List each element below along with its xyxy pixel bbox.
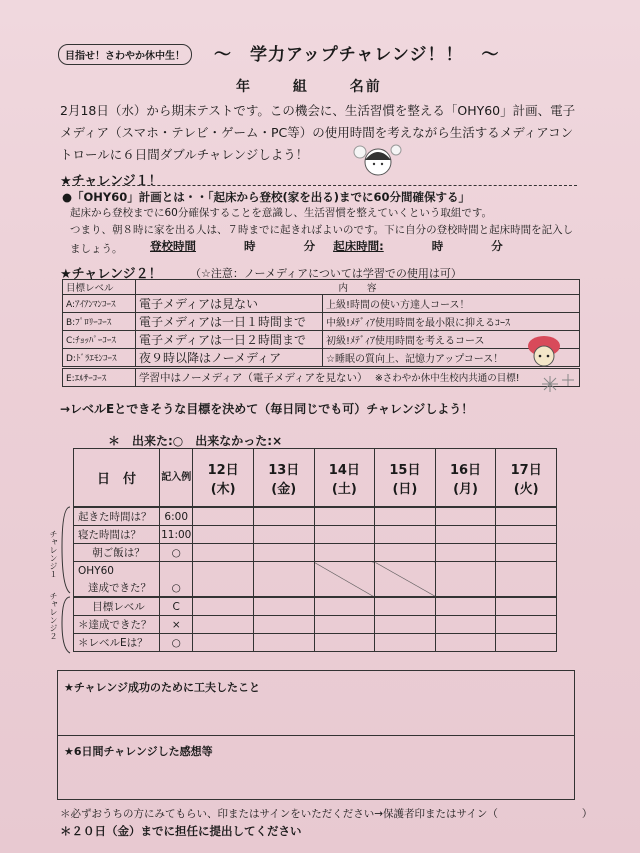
entry-cell[interactable]: [375, 544, 436, 562]
day-header: 17日 (火): [496, 449, 557, 508]
level-a: A:ｱｲｱﾝﾏﾝｺｰｽ: [63, 295, 136, 313]
entry-cell-disabled: [375, 562, 436, 598]
entry-cell[interactable]: [193, 507, 254, 526]
row-example: 6:00: [160, 507, 193, 526]
entry-cell[interactable]: [496, 616, 557, 634]
entry-cell[interactable]: [193, 562, 254, 598]
row-label: 寝た時間は？: [74, 526, 160, 544]
entry-cell[interactable]: [314, 597, 375, 616]
entry-cell[interactable]: [314, 616, 375, 634]
school-minute-label: 分: [303, 239, 316, 253]
level-row: [63, 295, 580, 313]
entry-cell-disabled: [314, 562, 375, 598]
entry-cell[interactable]: [435, 544, 496, 562]
challenge1-title: ★チャレンジ１！: [60, 174, 162, 189]
entry-cell[interactable]: [253, 597, 314, 616]
row-label: ＊達成できた？: [74, 616, 160, 634]
example-label: 記入例: [160, 449, 193, 508]
day-header: 13日 (金): [253, 449, 314, 508]
level-c-note: 初級!ﾒﾃﾞｨｱ使用時間を考えるコース: [323, 331, 580, 349]
row-example: ○: [160, 579, 193, 597]
year-label: 年: [236, 79, 252, 95]
entry-cell[interactable]: [435, 597, 496, 616]
row-label: 達成できた？: [74, 579, 160, 597]
row-label: 起きた時間は？: [74, 507, 160, 526]
level-b: B:ﾌﾟﾛﾘｰｺｰｽ: [63, 313, 136, 331]
ideas-box-title: ★チャレンジ成功のために工夫したこと: [64, 681, 260, 694]
level-b-content: 電子メディアは一日１時間まで: [136, 313, 323, 331]
snowflake-icon: [540, 372, 580, 402]
row-example: 11:00: [160, 526, 193, 544]
day-header: 12日 (木): [193, 449, 254, 508]
level-row: [63, 349, 580, 368]
challenge2-title: ★チャレンジ２！: [60, 267, 162, 282]
entry-cell[interactable]: [496, 544, 557, 562]
entry-cell[interactable]: [253, 544, 314, 562]
level-row: [63, 331, 580, 349]
row-label: OHY60: [74, 562, 160, 580]
date-label: 日 付: [74, 449, 160, 508]
level-header: 目標レベル: [63, 280, 136, 295]
entry-cell[interactable]: [253, 562, 314, 598]
row-example: ○: [160, 634, 193, 652]
challenge2-note: （☆注意：ノーメディアについては学習での使用は可）: [190, 267, 462, 280]
entry-cell[interactable]: [435, 616, 496, 634]
content-header: 内 容: [136, 280, 580, 295]
level-d-content: 夜９時以降はノーメディア: [136, 349, 323, 368]
entry-cell[interactable]: [496, 526, 557, 544]
level-d: D:ﾄﾞﾗｴﾓﾝｺｰｽ: [63, 349, 136, 368]
challenge1-definition: ●「OHY60」計画とは・・「起床から登校(家を出る)までに60分間確保する」: [62, 190, 471, 204]
checklist-row: [74, 616, 557, 634]
deadline-note: ＊２０日（金）までに担任に提出してください: [60, 824, 302, 838]
entry-cell[interactable]: [435, 634, 496, 652]
wake-hour-label: 時: [431, 239, 444, 253]
challenge2-instruction: →レベルEとできそうな目標を決めて（毎日同じでも可）チャレンジしよう！: [60, 402, 474, 416]
level-a-content: 電子メディアは見ない: [136, 295, 323, 313]
group2-label: チャレンジ２: [49, 592, 58, 640]
page-title: ～ 学力アップチャレンジ！！ ～: [214, 45, 500, 65]
day-header: 16日 (月): [435, 449, 496, 508]
level-e-content: [136, 368, 580, 387]
challenge1-desc1: 起床から登校までに60分確保することを意識し、生活習慣を整えていくという取組です。: [70, 207, 493, 219]
row-example: [160, 562, 193, 580]
entry-cell[interactable]: [435, 526, 496, 544]
level-d-note: ☆睡眠の質向上、記憶力アップコース！: [323, 349, 580, 368]
level-e-note: ※さわやか休中生校内共通の目標!: [374, 373, 520, 384]
checklist-row: [74, 507, 557, 526]
level-row-e: [63, 368, 580, 387]
entry-cell[interactable]: [314, 544, 375, 562]
entry-cell[interactable]: [253, 526, 314, 544]
entry-cell[interactable]: [314, 507, 375, 526]
row-label: 目標レベル: [74, 597, 160, 616]
level-c-content: 電子メディアは一日２時間まで: [136, 331, 323, 349]
checklist-row: [74, 562, 557, 580]
entry-cell[interactable]: [375, 634, 436, 652]
level-e: E:ｴﾙｻｰｺｰｽ: [63, 368, 136, 387]
entry-cell[interactable]: [193, 597, 254, 616]
entry-cell[interactable]: [496, 507, 557, 526]
row-example: ×: [160, 616, 193, 634]
checklist-header-row: [74, 449, 557, 508]
level-row: [63, 313, 580, 331]
checklist-legend: ＊ 出来た:○ 出来なかった:×: [108, 434, 283, 448]
school-hour-label: 時: [244, 239, 256, 253]
entry-cell[interactable]: [193, 526, 254, 544]
ideas-box[interactable]: [57, 670, 575, 736]
challenge1-divider: [62, 185, 577, 186]
girl-illustration: [350, 140, 406, 180]
level-a-note: 上級!時間の使い方達人コース！: [323, 295, 580, 313]
impressions-box-title: ★6日間チャレンジした感想等: [64, 745, 213, 758]
entry-cell[interactable]: [496, 562, 557, 598]
entry-cell[interactable]: [375, 597, 436, 616]
entry-cell[interactable]: [496, 634, 557, 652]
entry-cell[interactable]: [314, 526, 375, 544]
wake-minute-label: 分: [491, 239, 503, 253]
entry-cell[interactable]: [375, 507, 436, 526]
row-example: C: [160, 597, 193, 616]
entry-cell[interactable]: [314, 634, 375, 652]
entry-cell[interactable]: [253, 634, 314, 652]
entry-cell[interactable]: [253, 507, 314, 526]
character-illustration: [520, 332, 568, 372]
intro-text: 2月18日（水）から期末テストです。この機会に、生活習慣を整える「OHY60」計画、電子メディア（スマホ・テレビ・ゲーム・PC等）の使用時間を考えながら生活するメディアコントロールに６日間ダブルチャレンジしよう！: [60, 103, 576, 162]
row-example: ○: [160, 544, 193, 562]
row-label: 朝ご飯は？: [74, 544, 160, 562]
entry-cell[interactable]: [193, 544, 254, 562]
motto-badge: 目指せ！さわやか休中生！: [58, 44, 192, 65]
checklist-row: [74, 634, 557, 652]
school-time-label: 登校時間: [150, 239, 196, 253]
row-label: ＊レベルEは？: [74, 634, 160, 652]
name-line: [236, 76, 416, 96]
time-fields: [150, 238, 503, 254]
checklist-row: [74, 597, 557, 616]
entry-cell[interactable]: [375, 616, 436, 634]
group-brackets: [58, 505, 72, 655]
checklist-row: [74, 544, 557, 562]
level-c: C:ﾁｮｯﾊﾟｰｺｰｽ: [63, 331, 136, 349]
parent-signature-note: ＊必ずおうちの方にみてもらい、印またはサインをいただください→保護者印またはサイン（ ）: [60, 808, 593, 820]
level-b-note: 中級!ﾒﾃﾞｨｱ使用時間を最小限に抑えるｺｰｽ: [323, 313, 580, 331]
impressions-box[interactable]: [57, 735, 575, 800]
entry-cell[interactable]: [193, 634, 254, 652]
day-header: 15日 (日): [375, 449, 436, 508]
challenge1-desc2: つまり、朝８時に家を出る人は、７時までに起きればよいのです。下に自分の登校時間と起床時間を記入しましょう。: [70, 224, 574, 255]
checklist-row: [74, 526, 557, 544]
level-e-text: 学習中はノーメディア（電子メディアを見ない）: [139, 372, 368, 384]
entry-cell[interactable]: [496, 597, 557, 616]
group1-label: チャレンジ１: [49, 530, 58, 578]
entry-cell[interactable]: [375, 526, 436, 544]
name-label: 名前: [349, 79, 382, 95]
entry-cell[interactable]: [435, 507, 496, 526]
entry-cell[interactable]: [435, 562, 496, 598]
wake-time-label: 起床時間:: [333, 239, 384, 253]
checklist-table: [73, 448, 557, 652]
levels-table: [62, 279, 580, 387]
day-header: 14日 (土): [314, 449, 375, 508]
entry-cell[interactable]: [193, 616, 254, 634]
class-label: 組: [292, 79, 309, 95]
entry-cell[interactable]: [253, 616, 314, 634]
